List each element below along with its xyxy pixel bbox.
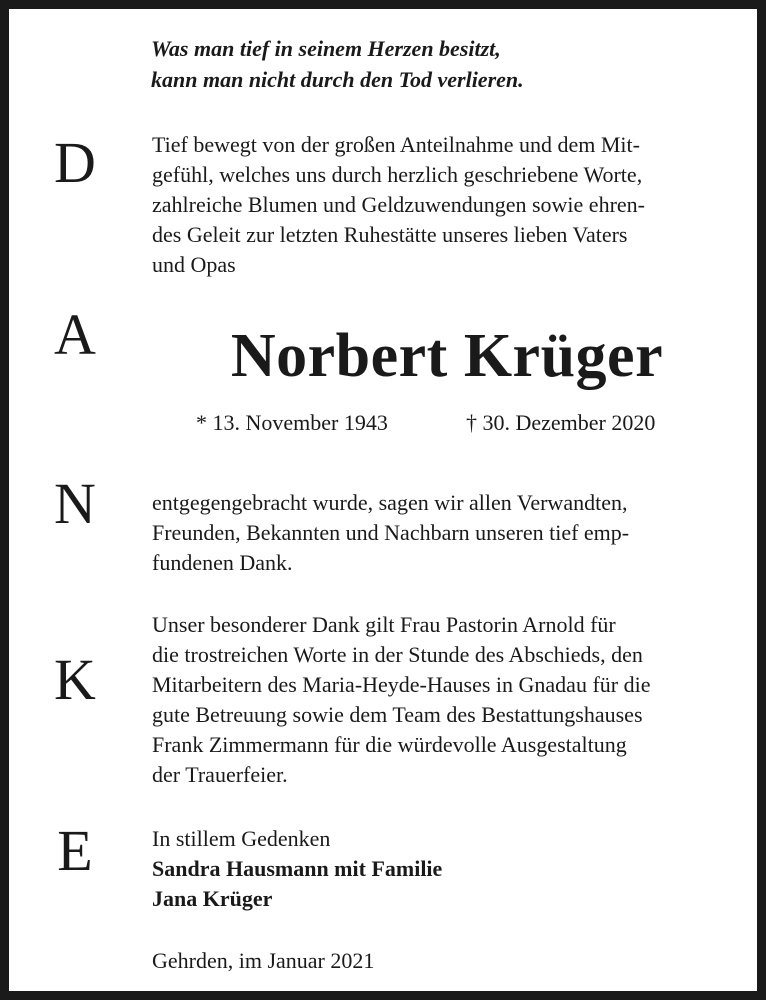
text-line: der Trauerfeier. — [152, 762, 288, 787]
text-line: des Geleit zur letzten Ruhestätte unseres lieben Vaters — [152, 222, 628, 247]
text-line: Frank Zimmermann für die würdevolle Ausgestaltung — [152, 732, 627, 757]
signature-family: Sandra Hausmann mit Familie — [152, 856, 443, 881]
text-line: Mitarbeitern des Maria-Heyde-Hauses in Gnadau für die — [152, 672, 651, 697]
danke-letter-d: D — [54, 130, 96, 195]
text-line: entgegengebracht wurde, sagen wir allen Verwandten, — [152, 490, 628, 515]
intro-paragraph — [152, 130, 742, 280]
death-date: † 30. Dezember 2020 — [466, 410, 656, 435]
place-date: Gehrden, im Januar 2021 — [152, 948, 375, 973]
danke-letter-e: E — [57, 818, 93, 883]
birth-date: * 13. November 1943 — [196, 410, 388, 435]
text-line: gefühl, welches uns durch herzlich geschriebene Worte, — [152, 162, 643, 187]
danke-letter-a: A — [54, 302, 96, 367]
signature-intro: In stillem Gedenken — [152, 826, 331, 851]
deceased-name: Norbert Krüger — [230, 322, 664, 390]
text-line: fundenen Dank. — [152, 550, 293, 575]
signature-family: Jana Krüger — [152, 886, 273, 911]
text-line: Tief bewegt von der großen Anteilnahme und dem Mit- — [152, 132, 640, 157]
thanks-paragraph — [152, 610, 742, 790]
danke-letter-k: K — [54, 647, 96, 712]
motto-line: kann man nicht durch den Tod verlieren. — [151, 67, 524, 92]
danke-letter-n: N — [54, 471, 96, 536]
text-line: und Opas — [152, 252, 236, 277]
signature-block — [152, 824, 742, 914]
text-line: zahlreiche Blumen und Geldzuwendungen sowie ehren- — [152, 192, 645, 217]
continuation-paragraph — [152, 488, 742, 578]
text-line: gute Betreuung sowie dem Team des Bestattungshauses — [152, 702, 643, 727]
motto — [151, 33, 751, 95]
text-line: Unser besonderer Dank gilt Frau Pastorin Arnold für — [152, 612, 616, 637]
text-line: die trostreichen Worte in der Stunde des Abschieds, den — [152, 642, 643, 667]
text-line: Freunden, Bekannten und Nachbarn unseren tief emp- — [152, 520, 630, 545]
motto-line: Was man tief in seinem Herzen besitzt, — [151, 36, 501, 61]
